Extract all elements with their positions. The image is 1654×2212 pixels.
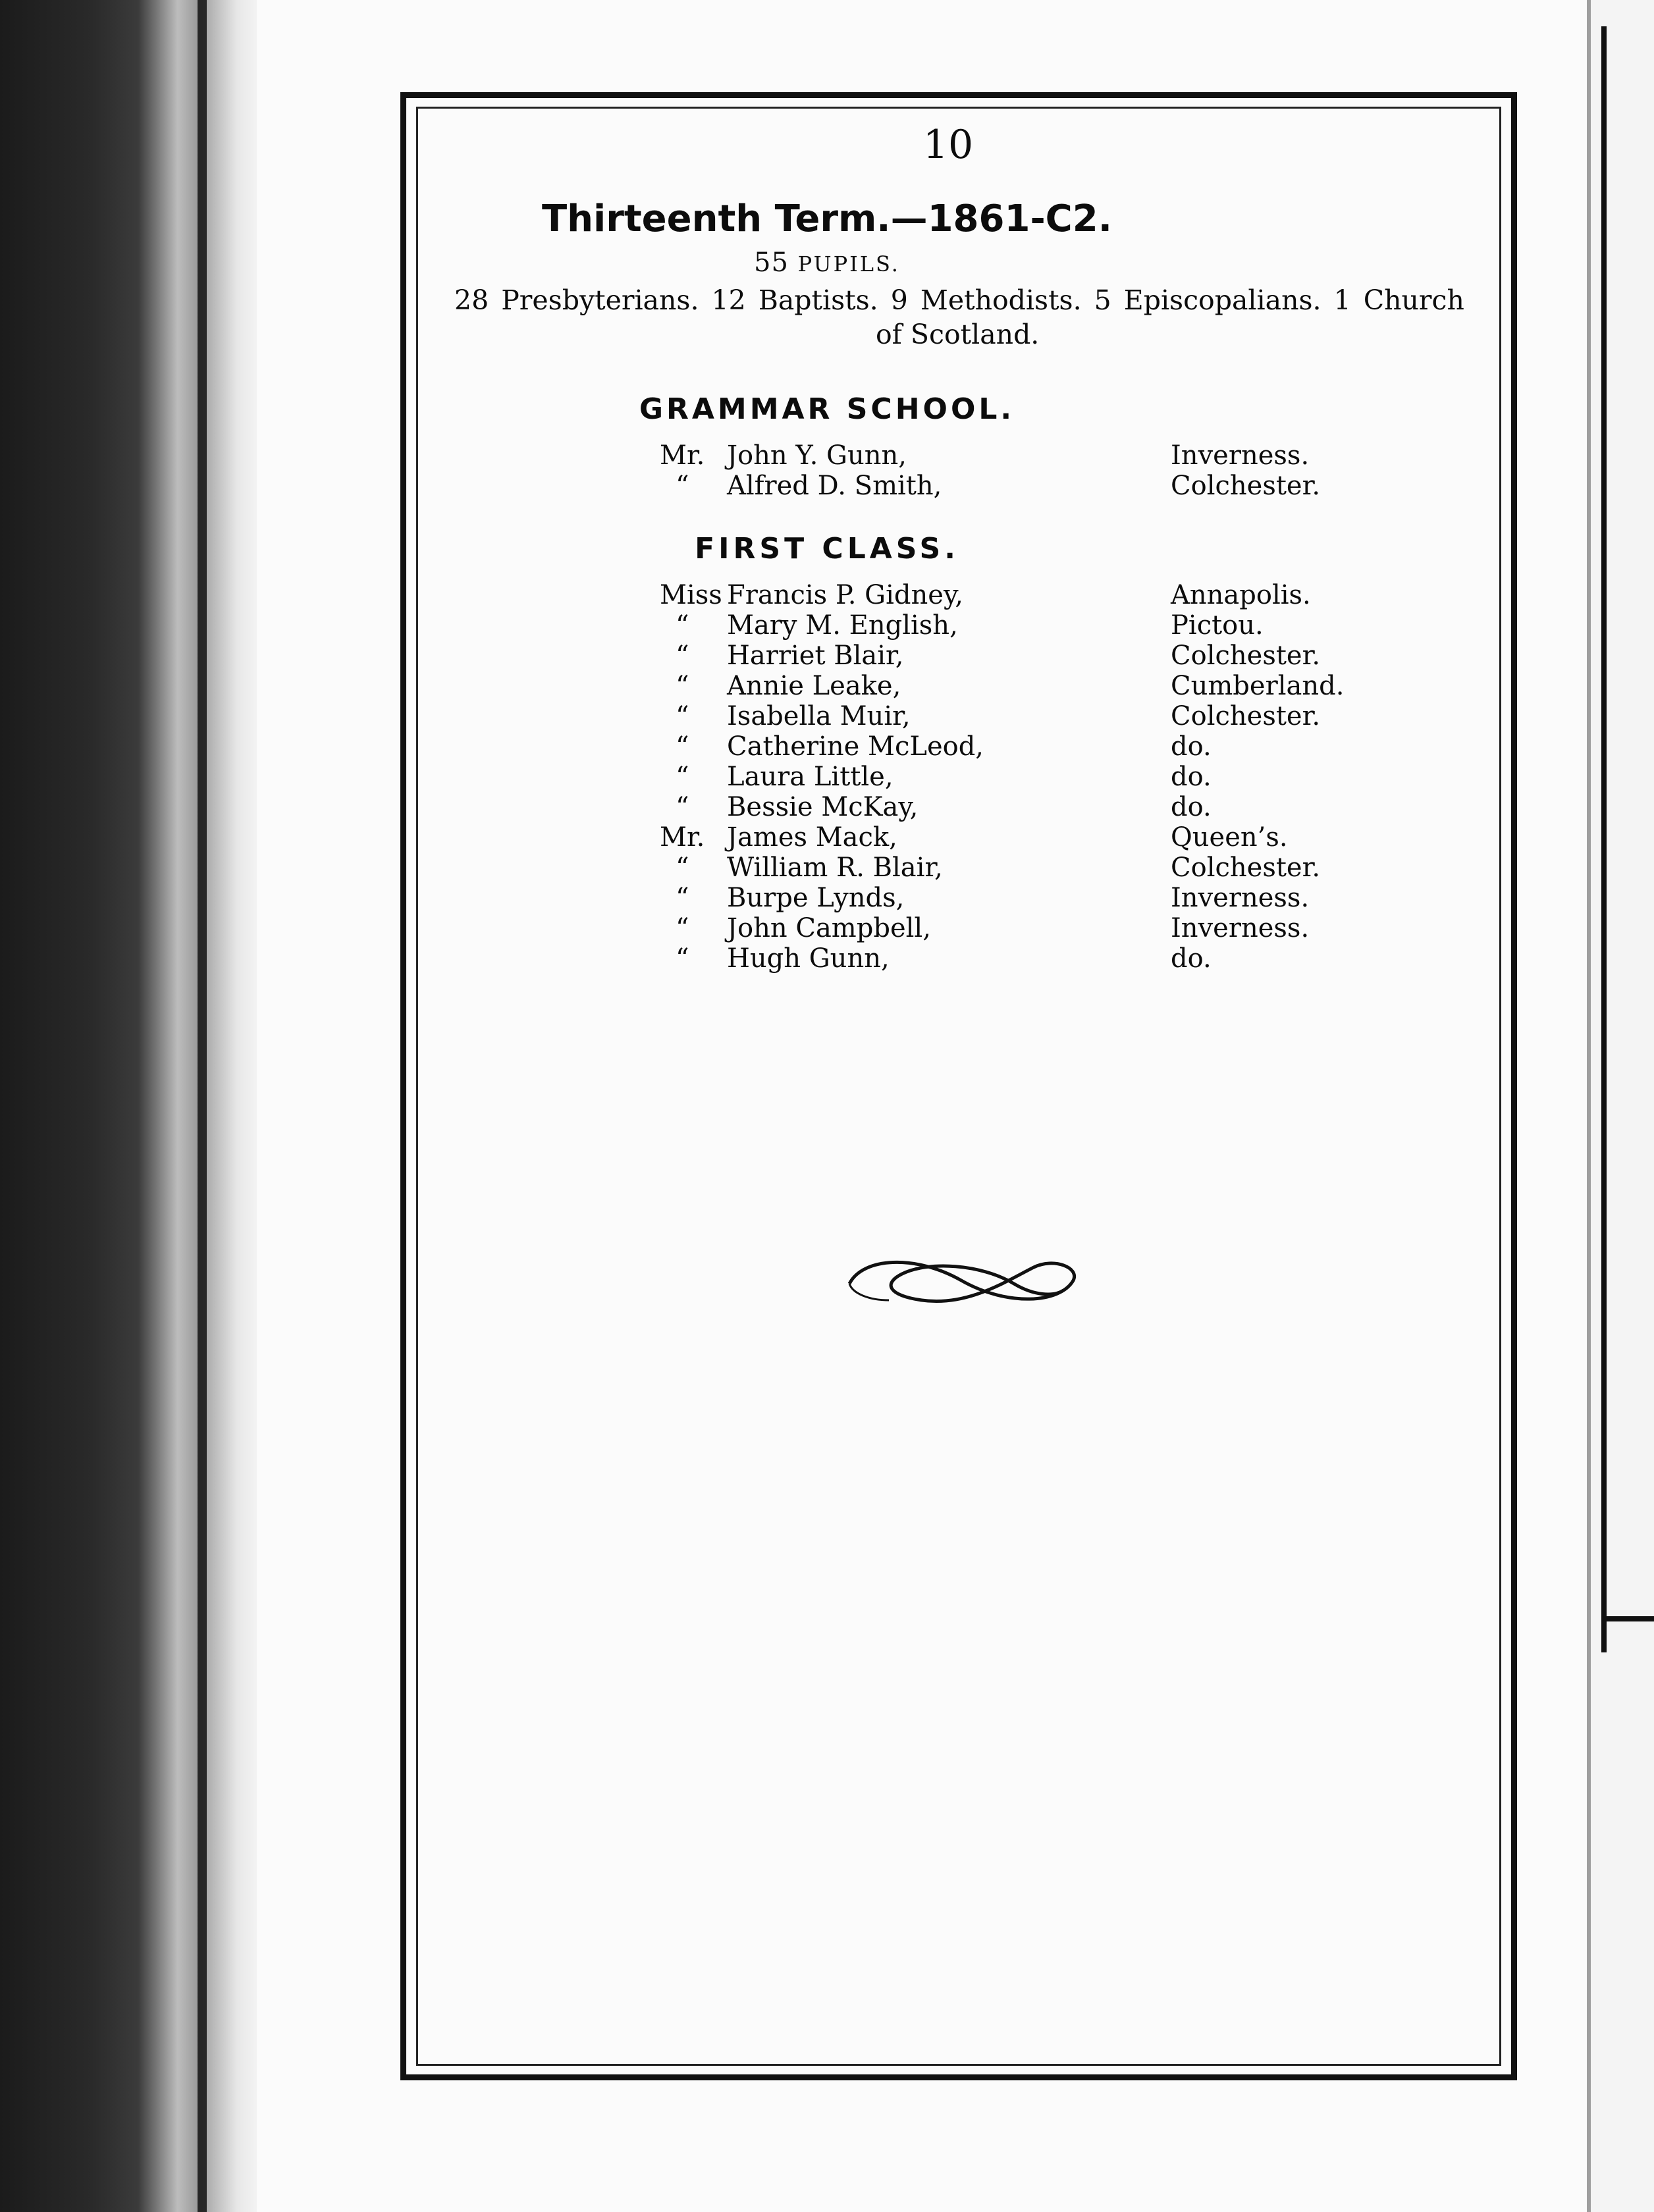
facing-page-rule-bottom: [1601, 1616, 1654, 1621]
term-heading: Thirteenth Term.—1861-C2.: [541, 198, 1113, 240]
pupil-name: Harriet Blair,: [727, 641, 904, 671]
pupil-name: Bessie McKay,: [727, 792, 919, 822]
pupil-place: do.: [1171, 762, 1212, 792]
row-prefix: Miss: [660, 580, 722, 610]
row-prefix: “: [676, 610, 689, 641]
row-prefix: “: [676, 943, 689, 974]
pupil-name: Francis P. Gidney,: [727, 580, 963, 610]
row-prefix: “: [676, 913, 689, 943]
pupils-label: PUPILS.: [797, 251, 900, 276]
row-prefix: “: [676, 853, 689, 883]
denominations-line-2: of Scotland.: [876, 319, 1040, 350]
pupil-name: William R. Blair,: [727, 853, 943, 883]
pupils-count: 55: [754, 248, 789, 278]
pupil-name: Alfred D. Smith,: [727, 471, 942, 501]
page-number: 10: [922, 122, 974, 168]
pupil-place: Colchester.: [1171, 701, 1321, 731]
pupil-place: Inverness.: [1171, 440, 1310, 471]
pupil-place: do.: [1171, 792, 1212, 822]
pupil-place: Pictou.: [1171, 610, 1264, 641]
pupil-name: Burpe Lynds,: [727, 883, 905, 913]
row-prefix: “: [676, 471, 689, 501]
row-prefix: “: [676, 671, 689, 701]
pupil-name: Isabella Muir,: [727, 701, 911, 731]
row-prefix: “: [676, 762, 689, 792]
pupil-name: Annie Leake,: [727, 671, 901, 701]
pupil-place: do.: [1171, 731, 1212, 762]
grammar-school-heading: GRAMMAR SCHOOL.: [639, 392, 1015, 426]
pupil-place: do.: [1171, 943, 1212, 974]
pupil-name: Hugh Gunn,: [727, 943, 890, 974]
pupil-place: Inverness.: [1171, 883, 1310, 913]
pupils-count-line: [0, 248, 1654, 278]
pupil-name: James Mack,: [727, 822, 897, 853]
facing-page-edge: [1587, 0, 1654, 2212]
pupil-name: Catherine McLeod,: [727, 731, 984, 762]
pupil-name: John Y. Gunn,: [727, 440, 907, 471]
row-prefix: Mr.: [660, 440, 705, 471]
pupil-place: Colchester.: [1171, 853, 1321, 883]
pupil-place: Queen’s.: [1171, 822, 1288, 853]
book-binding-shadow: [0, 0, 257, 2212]
row-prefix: “: [676, 701, 689, 731]
pupil-name: John Campbell,: [727, 913, 931, 943]
denominations-line-1: 28 Presbyterians. 12 Baptists. 9 Methodists. 5 Episcopalians. 1 Church: [454, 284, 1464, 316]
pupil-name: Laura Little,: [727, 762, 894, 792]
pupil-place: Inverness.: [1171, 913, 1310, 943]
row-prefix: “: [676, 792, 689, 822]
ornamental-flourish: [836, 1244, 1086, 1317]
page-edge: [198, 0, 207, 2212]
pupil-place: Annapolis.: [1171, 580, 1311, 610]
row-prefix: “: [676, 883, 689, 913]
row-prefix: Mr.: [660, 822, 705, 853]
pupil-place: Colchester.: [1171, 641, 1321, 671]
first-class-heading: FIRST CLASS.: [695, 532, 959, 566]
pupil-place: Colchester.: [1171, 471, 1321, 501]
pupil-name: Mary M. English,: [727, 610, 958, 641]
pupil-place: Cumberland.: [1171, 671, 1345, 701]
row-prefix: “: [676, 731, 689, 762]
row-prefix: “: [676, 641, 689, 671]
